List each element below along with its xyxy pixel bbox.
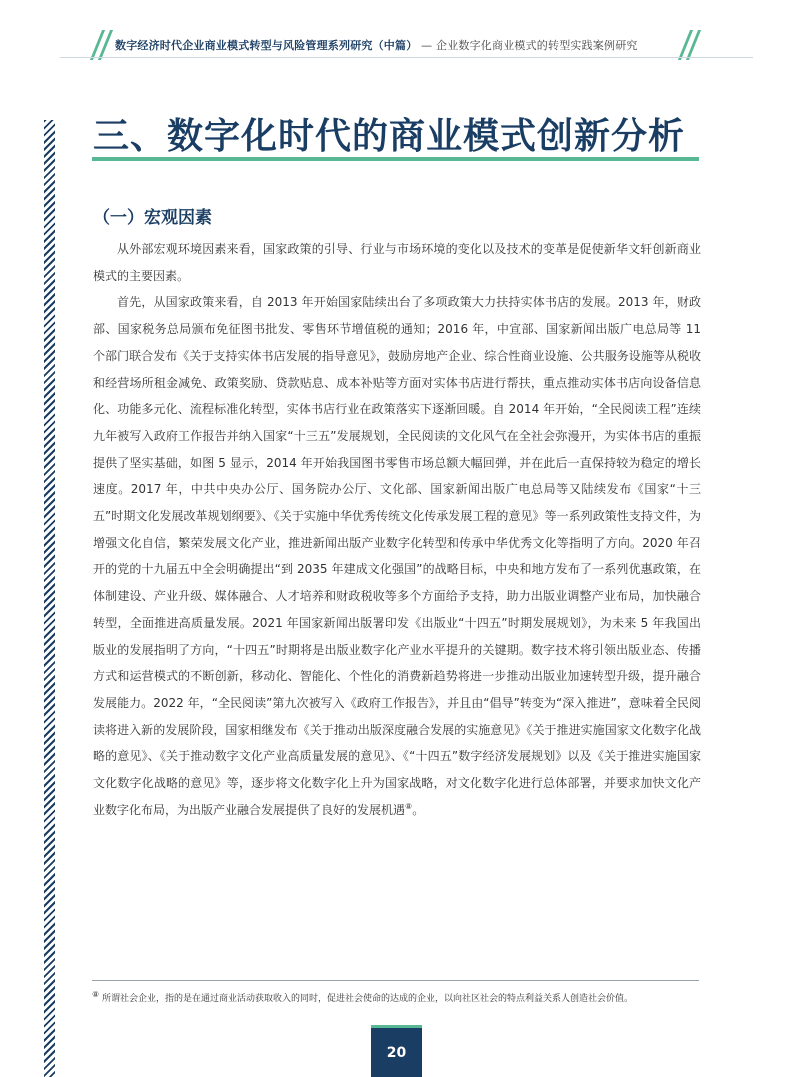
running-header xyxy=(115,37,695,53)
body-text xyxy=(93,236,701,823)
running-header-subtitle: 企业数字化商业模式的转型实践案例研究 xyxy=(436,39,638,52)
footnote-mark: ⑧ xyxy=(92,990,100,999)
footnote-reference[interactable]: ⑧ xyxy=(405,801,413,811)
page-number: 20 xyxy=(386,1044,407,1061)
section-heading: （一）宏观因素 xyxy=(93,208,212,228)
chapter-title-underline xyxy=(92,157,699,161)
header-divider xyxy=(60,57,753,58)
page-number-box xyxy=(371,1025,422,1077)
chapter-title: 三、数字化时代的商业模式创新分析 xyxy=(93,116,686,157)
paragraph-end-punct: 。 xyxy=(412,802,425,817)
paragraph-policy xyxy=(93,289,701,823)
running-header-separator: — xyxy=(417,39,436,52)
footnote-text: 所谓社会企业，指的是在通过商业活动获取收入的同时，促进社会使命的达成的企业，以向社区社会的特点利益关系人创造社会价值。 xyxy=(102,994,634,1004)
side-stripe-decoration xyxy=(44,120,55,1077)
running-header-title: 数字经济时代企业商业模式转型与风险管理系列研究（中篇） xyxy=(115,39,418,52)
footnote-divider xyxy=(92,980,699,981)
footnote xyxy=(92,991,699,1004)
paragraph-intro: 从外部宏观环境因素来看，国家政策的引导、行业与市场环境的变化以及技术的变革是促使新华文轩创新商业模式的主要因素。 xyxy=(93,242,701,283)
paragraph-policy-text: 首先，从国家政策来看，自 2013 年开始国家陆续出台了多项政策大力扶持实体书店的发展。2013 年，财政部、国家税务总局颁布免征图书批发、零售环节增值税的通知；2016 年，中宣部、国家新闻出版广电总局等 11 个部门联合发布《关于支持实体书店发展的指导意见》，鼓励房地产企业、综合性商业设施、公共服务设施等从税收和经营场所租金减免、政策奖励、贷款贴息、成本补贴等方面对实体书店进行帮扶，重点推动实体书店向设备信息化、功能多元化、流程标准化转型，实体书店行业在政策落实下逐渐回暖。自 2014 年开始，“全民阅读工程”连续九年被写入政府工作报告并纳入国家“十三五”发展规划，全民阅读的文化风气在全社会弥漫开，为实体书店的重振提供了坚实基础，如图 5 显示，2014 年开始我国图书零售市场总额大幅回弹，并在此后一直保持较为稳定的增长速度。2017 年，中共中央办公厅、国务院办公厅、文化部、国家新闻出版广电总局等又陆续发布《国家“十三五”时期文化发展改革规划纲要》、《关于实施中华优秀传统文化传承发展工程的意见》等一系列政策性支持文件，为增强文化自信，繁荣发展文化产业，推进新闻出版产业数字化转型和传承中华优秀文化等指明了方向。2020 年召开的党的十九届五中全会明确提出“到 2035 年建成文化强国”的战略目标，中央和地方发布了一系列优惠政策，在体制建设、产业升级、媒体融合、人才培养和财政税收等多个方面给予支持，助力出版业调整产业布局，加快融合转型，全面推进高质量发展。2021 年国家新闻出版署印发《出版业“十四五”时期发展规划》，为未来 5 年我国出版业的发展指明了方向，“十四五”时期将是出版业数字化产业水平提升的关键期。数字技术将引领出版业态、传播方式和运营模式的不断创新，移动化、智能化、个性化的消费新趋势将进一步推动出版业加速转型升级，提升融合发展能力。2022 年，“全民阅读”第九次被写入《政府工作报告》，并且由“倡导”转变为“深入推进”，意味着全民阅读将进入新的发展阶段，国家相继发布《关于推动出版深度融合发展的实施意见》《关于推进实施国家文化数字化战略的意见》、《关于推动数字文化产业高质量发展的意见》、《“十四五”数字经济发展规划》以及《关于推进实施国家文化数字化战略的意见》等，逐步将文化数字化上升为国家战略，对文化数字化进行总体部署，并要求加快文化产业数字化布局，为出版产业融合发展提供了良好的发展机遇 xyxy=(93,295,701,817)
